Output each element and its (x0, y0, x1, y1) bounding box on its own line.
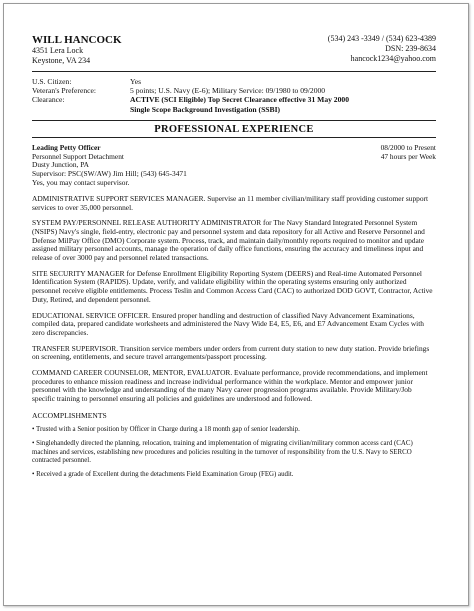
accomplishment-item (32, 426, 436, 434)
duty-paragraph: EDUCATIONAL SERVICE OFFICER. Ensured proper handling and destruction of classified Navy Advancement Examinations, compiled data, prepared candidate worksheets and administered the Navy Wide E4, E5, E6, and E7 Advancement Exam Cycles with zero discrepancies. (32, 310, 424, 337)
info-row-clearance (32, 95, 436, 113)
job-location: Dusty Junction, PA (32, 160, 90, 170)
info-row-veteran (32, 86, 436, 95)
dsn-number: DSN: 239-8634 (385, 44, 436, 53)
contact-header (32, 34, 436, 66)
job-supervisor: Supervisor: PSC(SW/AW) Jim Hill; (543) 645-3471 (32, 169, 187, 179)
info-value-line: Yes (130, 77, 142, 86)
job-organization: Personnel Support Detachment (32, 151, 124, 161)
info-value (130, 77, 436, 86)
info-value-line: 5 points; U.S. Navy (E-6); Military Service: 09/1980 to 09/2000 (130, 86, 326, 96)
email-address: hancock1234@yahoo.com (350, 54, 436, 63)
info-label: Clearance: (32, 95, 65, 105)
job-org-row (32, 153, 436, 162)
accomplishment-item (32, 440, 436, 465)
applicant-name: WILL HANCOCK (32, 34, 122, 46)
contact-left (32, 34, 122, 66)
section-title: PROFESSIONAL EXPERIENCE (32, 120, 436, 138)
duty-paragraph: TRANSFER SUPERVISOR. Transition service members under orders from current duty station to new duty station. Provide briefings on screening, entitlements, and secure travel arrangements/passport processing. (32, 343, 430, 362)
job-entry (32, 144, 436, 188)
bullet-glyph: • (32, 425, 35, 433)
info-label: U.S. Citizen: (32, 77, 72, 86)
header-divider (32, 71, 436, 72)
duty-paragraph: SITE SECURITY MANAGER for Defense Enrollment Eligibility Reporting System (DEERS) and Real-time Automated Personnel Identification System (RAPIDS). Update, verify, and validate eligibility within the operating systems ensuring only authorized personnel receive eligible entitlements. Process Teslin and Common Access Card (CAC) to authorized DOD GOVT, Contractor, Active Duty, Retired, and dependent personnel. (32, 268, 433, 304)
info-value-line: Single Scope Background Investigation (SSBI) (130, 104, 281, 114)
info-value-line: ACTIVE (SCI Eligible) Top Secret Clearance effective 31 May 2000 (130, 95, 349, 105)
info-value (130, 86, 436, 95)
info-row-citizen (32, 77, 436, 86)
eligibility-info (32, 77, 436, 114)
accomplishment-text: Trusted with a Senior position by Officer in Charge during a 18 month gap of senior leadership. (36, 425, 300, 433)
accomplishment-item (32, 471, 436, 479)
bullet-glyph: • (32, 471, 35, 479)
accomplishment-text: Singlehandedly directed the planning, relocation, training and implementation of migrating civilian/military common access card (CAC) machines and services, establishing new procedures and policies resulting in the turnover of responsibility from the U.S. Navy to SERCO contracted personnel. (32, 440, 413, 465)
resume-page (3, 3, 469, 606)
job-hours: 47 hours per Week (380, 151, 436, 161)
duty-paragraph: SYSTEM PAY/PERSONNEL RELEASE AUTHORITY ADMINISTRATOR for The Navy Standard Integrated Personnel System (NSIPS) Navy's single, field-entry, electronic pay and personnel system and data repository for all Active and Reserve Personnel and Defense MilPay Office (DMO) Corporate system. Process, track, and maintain daily/monthly reports required to monitor and update assigned military personnel accounts, manage the operation of daily office functions, ensuring the accuracy and timeliness input and release of over 3000 pay and personnel related transactions. (32, 218, 425, 263)
resume-content (32, 34, 436, 480)
job-contact-permission: Yes, you may contact supervisor. (32, 178, 130, 187)
accomplishment-text: Received a grade of Excellent during the detachments Field Examination Group (FEG) audit. (36, 471, 294, 479)
accomplishments-title: ACCOMPLISHMENTS (32, 410, 107, 420)
bullet-glyph: • (32, 440, 35, 448)
job-dates: 08/2000 to Present (380, 142, 436, 152)
duty-paragraph: COMMAND CAREER COUNSELOR, MENTOR, EVALUATOR. Evaluate performance, provide recommendations, and implement procedures to enhance mission readiness and increase individual performance within the workplace. Mentor and empower junior personnel with the knowledge and understanding of the many Navy career progression programs available. Provide Military/Job specific training to personnel ensuring all policies and guidelines are understood and followed. (32, 368, 428, 404)
job-title: Leading Petty Officer (32, 142, 101, 152)
phone-numbers: (534) 243 -3349 / (534) 623-4389 (327, 34, 436, 43)
info-label: Veteran's Preference: (32, 86, 96, 96)
duty-paragraph: ADMINISTRATIVE SUPPORT SERVICES MANAGER. Supervise an 11 member civilian/military staff providing customer support services to over 35,000 personnel. (32, 193, 429, 212)
address-line-2: Keystone, VA 234 (32, 56, 91, 65)
contact-right (328, 34, 436, 66)
info-value (130, 95, 436, 113)
address-line-1: 4351 Lera Lock (32, 46, 84, 55)
